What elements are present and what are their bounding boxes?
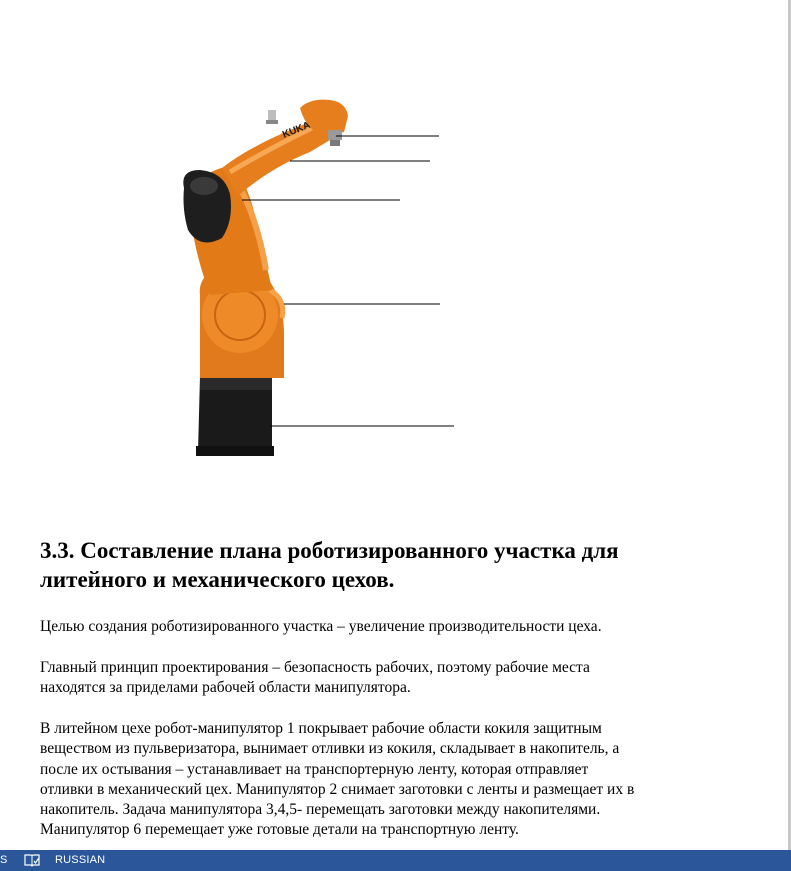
paragraph-principle	[40, 658, 750, 699]
paragraph-goal	[40, 617, 750, 637]
status-word-count-fragment[interactable]: S	[0, 854, 8, 866]
section-heading	[40, 536, 760, 594]
language-indicator[interactable]: RUSSIAN	[55, 854, 106, 866]
text-line: веществом из пульверизатора, вынимает отливки из кокиля, складывает в накопитель, а	[40, 740, 620, 758]
text-line: Манипулятор 6 перемещает уже готовые детали на транспортную ленту.	[40, 821, 519, 839]
status-bar	[0, 850, 791, 871]
text-line: Целью создания роботизированного участка – увеличение производительности цеха.	[40, 618, 602, 635]
text-line: находятся за приделами рабочей области манипулятора.	[40, 679, 411, 697]
text-line: после их остывания – устанавливает на транспортерную ленту, которая отправляет	[40, 760, 589, 778]
text-line: отливки в механический цех. Манипулятор 2 снимает заготовки с ленты и размещает их в	[40, 780, 635, 798]
text-line: Главный принцип проектирования – безопасность рабочих, поэтому рабочие места	[40, 659, 590, 676]
robot-logo: KUKA	[281, 119, 312, 141]
paragraph-process	[40, 719, 750, 841]
heading-line: литейного и механического цехов.	[40, 567, 395, 592]
text-line: накопитель. Задача манипулятора 3,4,5- перемещать заготовки между накопителями.	[40, 801, 601, 819]
book-check-icon[interactable]	[24, 853, 40, 867]
robot-figure	[160, 90, 480, 470]
text-line: В литейном цехе робот-манипулятор 1 покрывает рабочие области кокиля защитным	[40, 720, 602, 737]
heading-line: 3.3. Составление плана роботизированного участка для	[40, 538, 619, 563]
